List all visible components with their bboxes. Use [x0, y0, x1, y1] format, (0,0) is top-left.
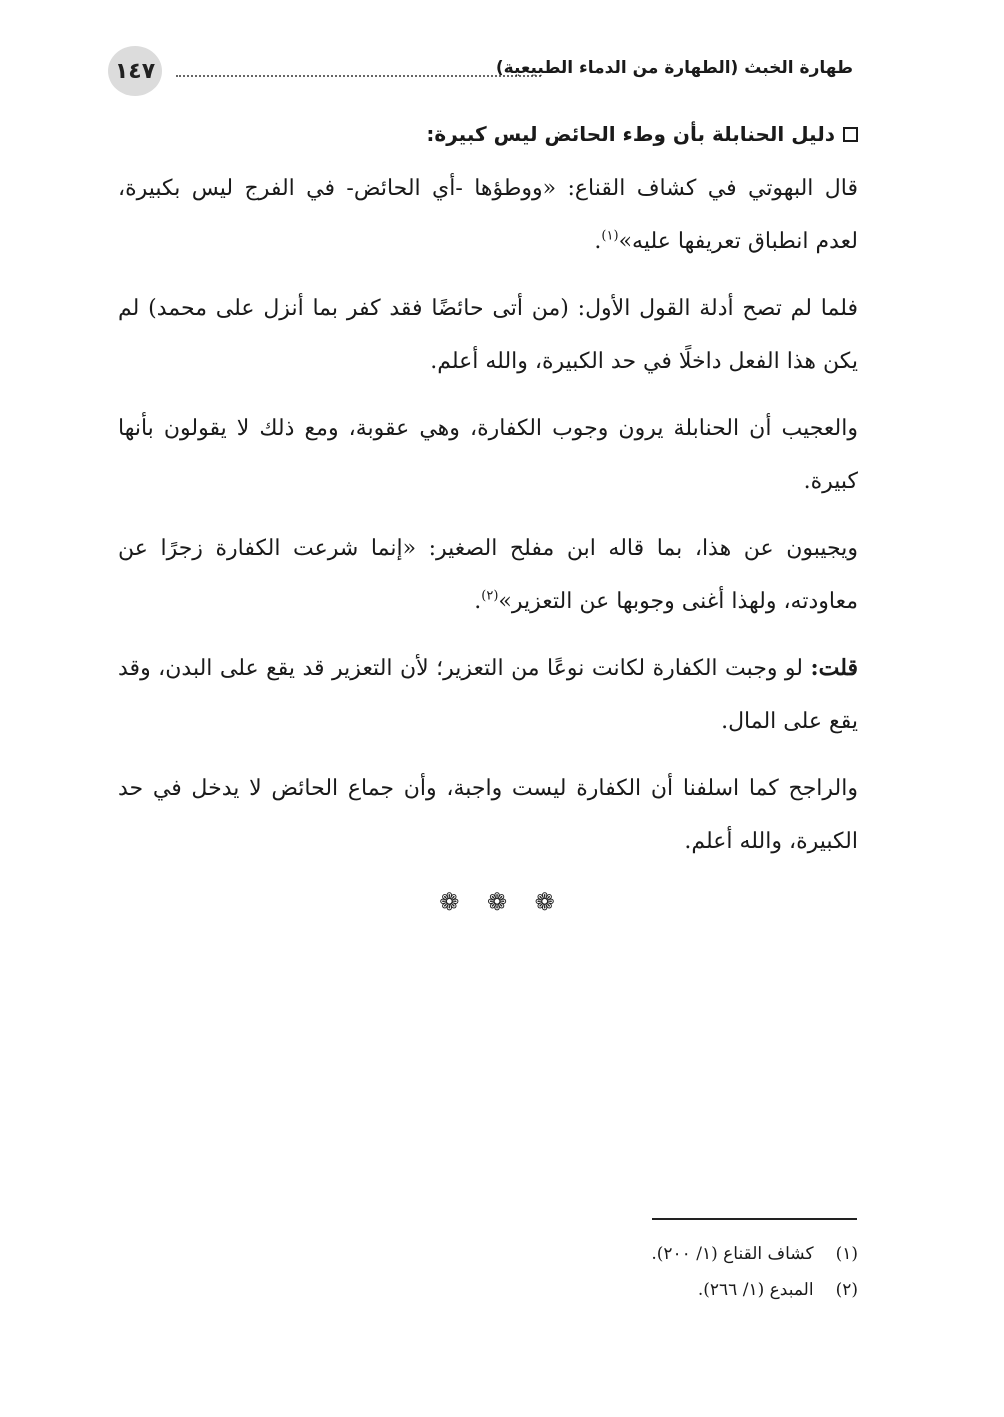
footnote-2-text: المبدع (١/ ٢٦٦). [697, 1280, 814, 1300]
footnote-2-number: (٢) [835, 1280, 858, 1300]
footnote-separator [652, 1218, 857, 1220]
paragraph-5-text: لو وجبت الكفارة لكانت نوعًا من التعزير؛ لأن التعزير قد يقع على البدن، وقد يقع على المال. [118, 656, 858, 734]
paragraph-6-text: والراجح كما اسلفنا أن الكفارة ليست واجبة، وأن جماع الحائض لا يدخل في حد الكبيرة، والله أعلم. [118, 776, 858, 854]
paragraph-4-tail: . [474, 589, 482, 614]
section-end-ornaments: ❁ ❁ ❁ [439, 888, 565, 916]
paragraph-2 [118, 282, 858, 388]
paragraph-4 [118, 522, 858, 628]
footnote-2 [358, 1272, 858, 1308]
footnotes [358, 1236, 858, 1308]
footnote-ref-2[interactable]: (٢) [481, 588, 499, 604]
paragraph-1 [118, 162, 858, 268]
section-heading [118, 114, 858, 154]
footnote-1-number: (١) [835, 1244, 858, 1264]
paragraph-3 [118, 402, 858, 508]
footnote-ref-1[interactable]: (١) [601, 228, 619, 244]
paragraph-1-tail: . [594, 229, 602, 254]
footnote-1-text: كشاف القناع (١/ ٢٠٠). [651, 1244, 814, 1264]
page-header [108, 46, 853, 96]
square-bullet-icon [843, 127, 858, 142]
paragraph-6 [118, 762, 858, 868]
main-text [118, 114, 858, 882]
footnote-1 [358, 1236, 858, 1272]
paragraph-3-text: والعجيب أن الحنابلة يرون وجوب الكفارة، وهي عقوبة، ومع ذلك لا يقولون بأنها كبيرة. [118, 416, 858, 494]
paragraph-2-text: فلما لم تصح أدلة القول الأول: (من أتى حائضًا فقد كفر بما أنزل على محمد) لم يكن هذا الفعل داخلًا في حد الكبيرة، والله أعلم. [118, 296, 858, 374]
paragraph-4-text: ويجيبون عن هذا، بما قاله ابن مفلح الصغير: «إنما شرعت الكفارة زجرًا عن معاودته، ولهذا أغنى وجوبها عن التعزير» [118, 536, 858, 614]
dotted-leader [176, 75, 541, 77]
page-number: ١٤٧ [108, 46, 162, 96]
paragraph-1-text: قال البهوتي في كشاف القناع: «ووطؤها -أي الحائض- في الفرج ليس بكبيرة، لعدم انطباق تعريفها عليه» [118, 176, 858, 254]
paragraph-5 [118, 642, 858, 748]
heading-text: دليل الحنابلة بأن وطء الحائض ليس كبيرة: [426, 122, 835, 146]
running-title: طهارة الخبث (الطهارة من الدماء الطبيعية) [495, 58, 853, 78]
paragraph-5-lead: قلت: [810, 655, 858, 681]
